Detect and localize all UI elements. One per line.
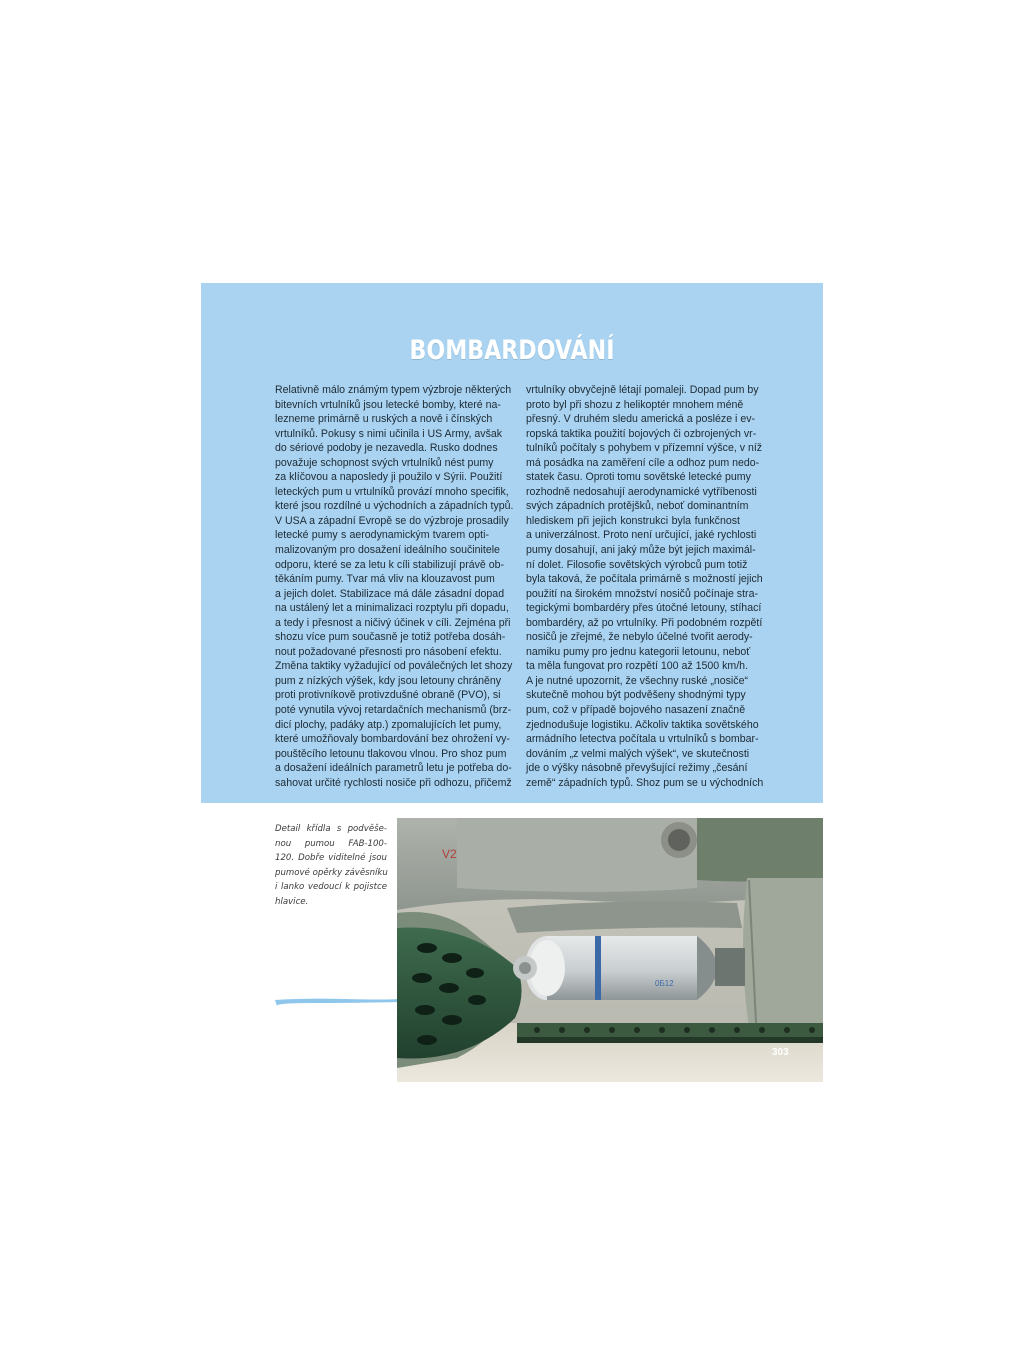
accent-brush-stroke <box>275 997 399 1007</box>
text-line: V USA a západní Evropě se do výzbroje prosadily <box>275 514 509 527</box>
text-line: pumy dosahují, ani jaký může být jejich maximál- <box>526 544 756 557</box>
text-line: nout požadované přesnosti pro násobení efektu. <box>275 645 502 658</box>
text-column-right <box>526 383 764 795</box>
text-line: svých západních protějšků, neboť dominantním <box>526 500 749 513</box>
text-line: Změna taktiky vyžadující od poválečných let shozy <box>275 660 513 673</box>
text-line: skutečně mohou být podvěšeny shodnými typy <box>526 689 746 702</box>
text-line: vrtulníky obvyčejně létají pomaleji. Dopad pum by <box>526 384 759 396</box>
text-line: letecké pumy s aerodynamickým tvarem opti- <box>275 529 489 542</box>
text-line: rozhodně nedosahují aerodynamické vytříbenosti <box>526 485 757 498</box>
text-line: statek času. Oproti tomu sovětské letecké pumy <box>526 471 751 484</box>
text-line: tulníků počítaly s pohybem v přízemní výšce, v níž <box>526 442 763 455</box>
text-line: Detail křídla s podvěše- <box>275 824 387 834</box>
text-line: hlediskem při jejich konstrukci byla funkčnost <box>526 514 740 527</box>
photo-marking-v2: V2 <box>442 847 457 861</box>
text-line: sahovat určité rychlosti nosiče při odhozu, přičemž <box>275 776 512 789</box>
text-line: A je nutné upozornit, že všechny ruské „nosiče“ <box>526 674 748 687</box>
text-line: a univerzálnost. Proto není určující, jaké rychlosti <box>526 529 757 542</box>
chapter-title: BOMBARDOVÁNÍ <box>409 335 615 366</box>
text-line: které jsou rozdílné u východních a západních typů. <box>275 500 514 513</box>
text-line: a tedy i přesnost a ničivý účinek v cíli. Zejména při <box>275 616 511 629</box>
text-line: za klíčovou a naposledy ji použilo v Sýrii. Použití <box>275 471 503 484</box>
text-line: hlavice. <box>275 896 309 907</box>
figure-caption <box>275 822 387 910</box>
text-line: považuje schopnost svých vrtulníků nést pumy <box>275 456 494 469</box>
text-line: i lanko vedoucí k pojistce <box>275 882 387 893</box>
text-line: pouštěcího letounu tlakovou vlnou. Pro shoz pum <box>275 747 507 760</box>
text-line: a jejich dolet. Stabilizace má dále zásadní dopad <box>275 587 505 600</box>
text-line: vrtulníků. Pokusy s nimi učinila i US Army, avšak <box>275 427 503 440</box>
helicopter-wing-bomb-photo-icon <box>397 818 823 1082</box>
text-line: a dosažení ideálních parametrů letu je potřeba do- <box>275 762 512 775</box>
text-line: bitevních vrtulníků jsou letecké bomby, které na- <box>275 398 501 411</box>
text-line: 120. Dobře viditelné jsou <box>275 853 387 864</box>
text-line: namiku pumy pro jednu kategorii letounu, neboť <box>526 645 751 658</box>
text-line: ropská taktika použití bojových či ozbrojených vr- <box>526 427 757 440</box>
text-line: byla taková, že počítala primárně s možností jejich <box>526 573 763 586</box>
text-line: armádního letectva počítala u vrtulníků s bombar- <box>526 733 759 746</box>
text-line: leteckých pum u vrtulníků provází mnoho specifik, <box>275 485 509 498</box>
text-line: ta měla fungovat pro rozpětí 100 až 1500 km/h. <box>526 660 749 673</box>
text-line: nou pumou FAB-100- <box>275 838 387 849</box>
text-line: odporu, které se za letu k cíli stabilizují právě ob- <box>275 558 505 571</box>
chapter-panel <box>201 283 823 803</box>
text-line: pum, což v případě bojového nasazení značně <box>526 704 746 717</box>
text-line: ní dolet. Filosofie sovětských výrobců pum totiž <box>526 558 748 571</box>
text-line: přesný. V druhém sledu americká a posléze i ev- <box>526 413 756 426</box>
text-line: na ustálený let a minimalizaci rozptylu při dopadu, <box>275 602 509 615</box>
text-line: pum z nízkých výšek, kdy jsou letouny chráněny <box>275 674 502 687</box>
text-line: země“ západních typů. Shoz pum se u východních <box>526 776 764 789</box>
page-number: 303 <box>772 1047 789 1058</box>
figure-photo <box>397 818 823 1082</box>
text-line: proti protivníkově protivzdušné obraně (PVO), si <box>275 689 501 702</box>
text-column-left <box>275 383 514 795</box>
text-line: dováním „z velmi malých výšek“, ve skutečnosti <box>526 747 750 760</box>
text-line: malizovaným pro dosažení ideálního součinitele <box>275 544 500 557</box>
text-line: nosičů je zřejmé, že nebylo účelné tvořit aerody- <box>526 631 753 644</box>
text-line: pumové opěrky závěsníku <box>275 867 388 878</box>
text-line: jde o výšky násobně převyšující režimy „česání <box>526 762 748 775</box>
text-line: které umožňovaly bombardování bez ohrožení vy- <box>275 733 510 746</box>
text-line: použití na širokém množství nosičů počínaje stra- <box>526 587 758 600</box>
text-line: těkáním pumy. Tvar má vliv na klouzavost pum <box>275 573 495 586</box>
text-line: tegickými bombardéry přes útočné letouny, stíhací <box>526 602 762 615</box>
text-line: dicí plochy, padáky atp.) zpomalujících let pumy, <box>275 718 502 731</box>
text-line: zjednodušuje logistiku. Ačkoliv taktika sovětského <box>526 718 759 731</box>
text-line: shozu více pum současně je totiž potřeba dosáh- <box>275 631 506 644</box>
text-line: poté vynutila vývoj retardačních mechanismů (brz- <box>275 704 512 717</box>
text-line: bombardéry, až po vrtulníky. Při podobném rozpětí <box>526 616 763 629</box>
text-line: má posádka na zaměření cíle a odhoz pum nedo- <box>526 456 760 469</box>
text-line: lezneme primárně u ruských a nově i čínských <box>275 413 493 426</box>
text-line: Relativně málo známým typem výzbroje některých <box>275 384 512 396</box>
text-line: proto byl při shozu z helikoptér mnohem méně <box>526 398 744 411</box>
text-line: do sériové podoby je nezavedla. Rusko dodnes <box>275 442 498 455</box>
photo-marking-bomb: 0Б12 <box>655 979 674 988</box>
